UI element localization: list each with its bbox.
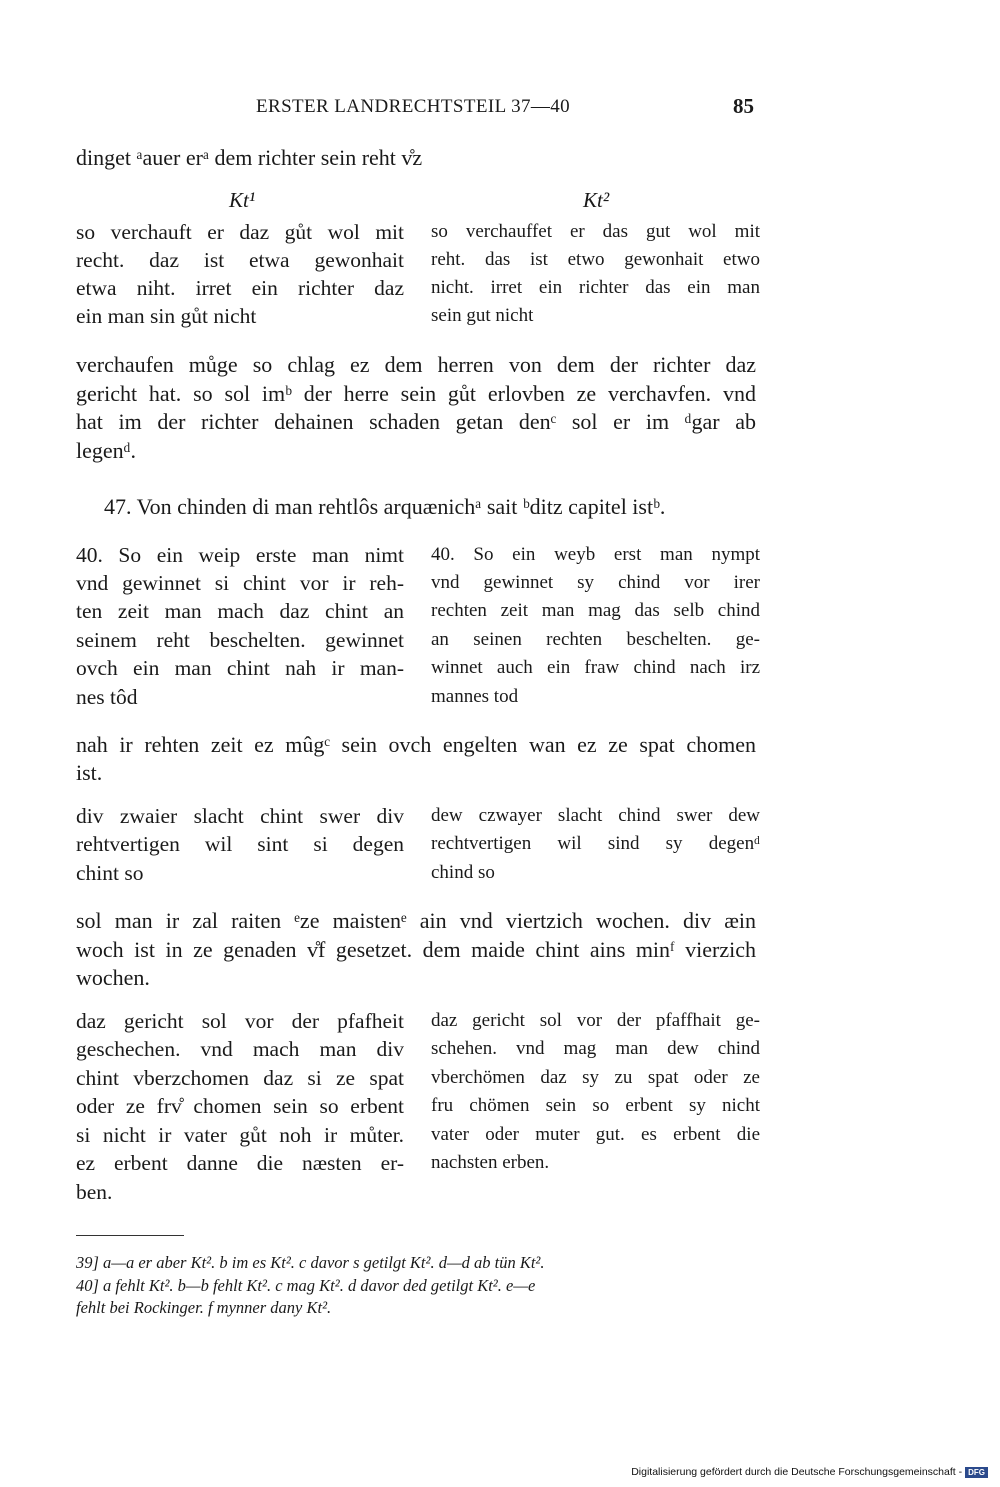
block3-left-line: chint so (76, 861, 144, 885)
block2-left-line: vnd gewinnet si chint vor ir reh- (76, 571, 404, 595)
block4-right-line: daz gericht sol vor der pfaffhait ge- (431, 1010, 760, 1031)
para1-line: verchaufen můge so chlag ez dem herren von dem der richter daz (76, 352, 756, 377)
block1-right-line: sein gut nicht (431, 305, 534, 326)
block4-left-line: daz gericht sol vor der pfafheit (76, 1009, 404, 1033)
section-heading: 47. Von chinden di man rehtlôs arquænichᵃ sait ᵇditz capitel istᵇ. (104, 494, 666, 519)
footnote-line: fehlt bei Rockinger. f mynner dany Kt². (76, 1298, 332, 1317)
block1-right-line: reht. das ist etwo gewonhait etwo (431, 249, 760, 270)
block4-right-line: fru chömen sein so erbent sy nicht (431, 1095, 760, 1116)
column-label-kt2: Kt² (583, 188, 610, 212)
intro-line: dinget ᵃauer erᵃ dem richter sein reht v̊z (76, 145, 423, 170)
block3-left-line: rehtvertigen wil sint si degen (76, 832, 404, 856)
block2-left-line: nes tôd (76, 685, 138, 709)
block1-left-line: etwa niht. irret ein richter daz (76, 276, 404, 300)
para1-line: legenᵈ. (76, 438, 136, 463)
block1-right-line: nicht. irret ein richter das ein man (431, 277, 760, 298)
block2-left-line: 40. So ein weip erste man nimt (76, 543, 404, 567)
block2-left-line: ten zeit man mach daz chint an (76, 599, 404, 623)
column-label-kt1: Kt¹ (229, 188, 256, 212)
footnote-line: 40] a fehlt Kt². b—b fehlt Kt². c mag Kt². d davor ded getilgt Kt². e—e (76, 1276, 536, 1295)
block2-right-line: rechten zeit man mag das selb chind (431, 600, 760, 621)
para2-line: nah ir rehten zeit ez mûgᶜ sein ovch engelten wan ez ze spat chomen (76, 732, 756, 757)
block4-left-line: si nicht ir vater gůt noh ir můter. (76, 1123, 404, 1147)
footnote-rule (76, 1235, 184, 1236)
block4-left-line: ez erbent danne die næsten er- (76, 1151, 404, 1175)
block2-left-line: seinem reht beschelten. gewinnet (76, 628, 404, 652)
block4-right-line: schehen. vnd mag man dew chind (431, 1038, 760, 1059)
block1-left-line: so verchauft er daz gůt wol mit (76, 220, 404, 244)
block1-left-line: recht. daz ist etwa gewonhait (76, 248, 404, 272)
block1-left-line: ein man sin gůt nicht (76, 304, 257, 328)
block2-right-line: 40. So ein weyb erst man nympt (431, 544, 760, 565)
block3-right-line: dew czwayer slacht chind swer dew (431, 805, 760, 826)
page-number: 85 (733, 94, 754, 118)
dfg-credit-text: Digitalisierung gefördert durch die Deutsche Forschungsgemeinschaft - (631, 1466, 963, 1478)
block3-left-line: div zwaier slacht chint swer div (76, 804, 404, 828)
block4-left-line: chint vberzchomen daz si ze spat (76, 1066, 404, 1090)
dfg-credit (631, 1466, 988, 1478)
para3-line: sol man ir zal raiten ᵉze maistenᵉ ain vnd viertzich wochen. div æin (76, 908, 756, 933)
para1-line: gericht hat. so sol imᵇ der herre sein gůt erlovben ze verchavfen. vnd (76, 381, 756, 406)
block4-left-line: geschechen. vnd mach man div (76, 1037, 404, 1061)
block4-right-line: vberchömen daz sy zu spat oder ze (431, 1067, 760, 1088)
block3-right-line: rechtvertigen wil sind sy degenᵈ (431, 833, 760, 854)
para3-line: woch ist in ze genaden v̊f gesetzet. dem maide chint ains minᶠ vierzich (76, 937, 756, 962)
dfg-logo-icon: DFG (965, 1467, 988, 1478)
block4-left-line: ben. (76, 1180, 113, 1204)
block3-right-line: chind so (431, 862, 495, 883)
block2-right-line: vnd gewinnet sy chind vor irer (431, 572, 760, 593)
footnote-line: 39] a—a er aber Kt². b im es Kt². c davor s getilgt Kt². d—d ab tün Kt². (76, 1253, 545, 1272)
block4-right-line: nachsten erben. (431, 1152, 550, 1173)
running-header-title: ERSTER LANDRECHTSTEIL 37—40 (256, 96, 571, 117)
block4-right-line: vater oder muter gut. es erbent die (431, 1124, 760, 1145)
block4-left-line: oder ze frv̊ chomen sein so erbent (76, 1094, 404, 1118)
block1-right-line: so verchauffet er das gut wol mit (431, 221, 760, 242)
block2-right-line: an seinen rechten beschelten. ge- (431, 629, 760, 650)
block2-right-line: winnet auch ein fraw chind nach irz (431, 657, 760, 678)
para2-line: ist. (76, 760, 103, 785)
block2-right-line: mannes tod (431, 686, 519, 707)
para1-line: hat im der richter dehainen schaden getan denᶜ sol er im ᵈgar ab (76, 409, 756, 434)
block2-left-line: ovch ein man chint nah ir man- (76, 656, 404, 680)
para3-line: wochen. (76, 965, 150, 990)
